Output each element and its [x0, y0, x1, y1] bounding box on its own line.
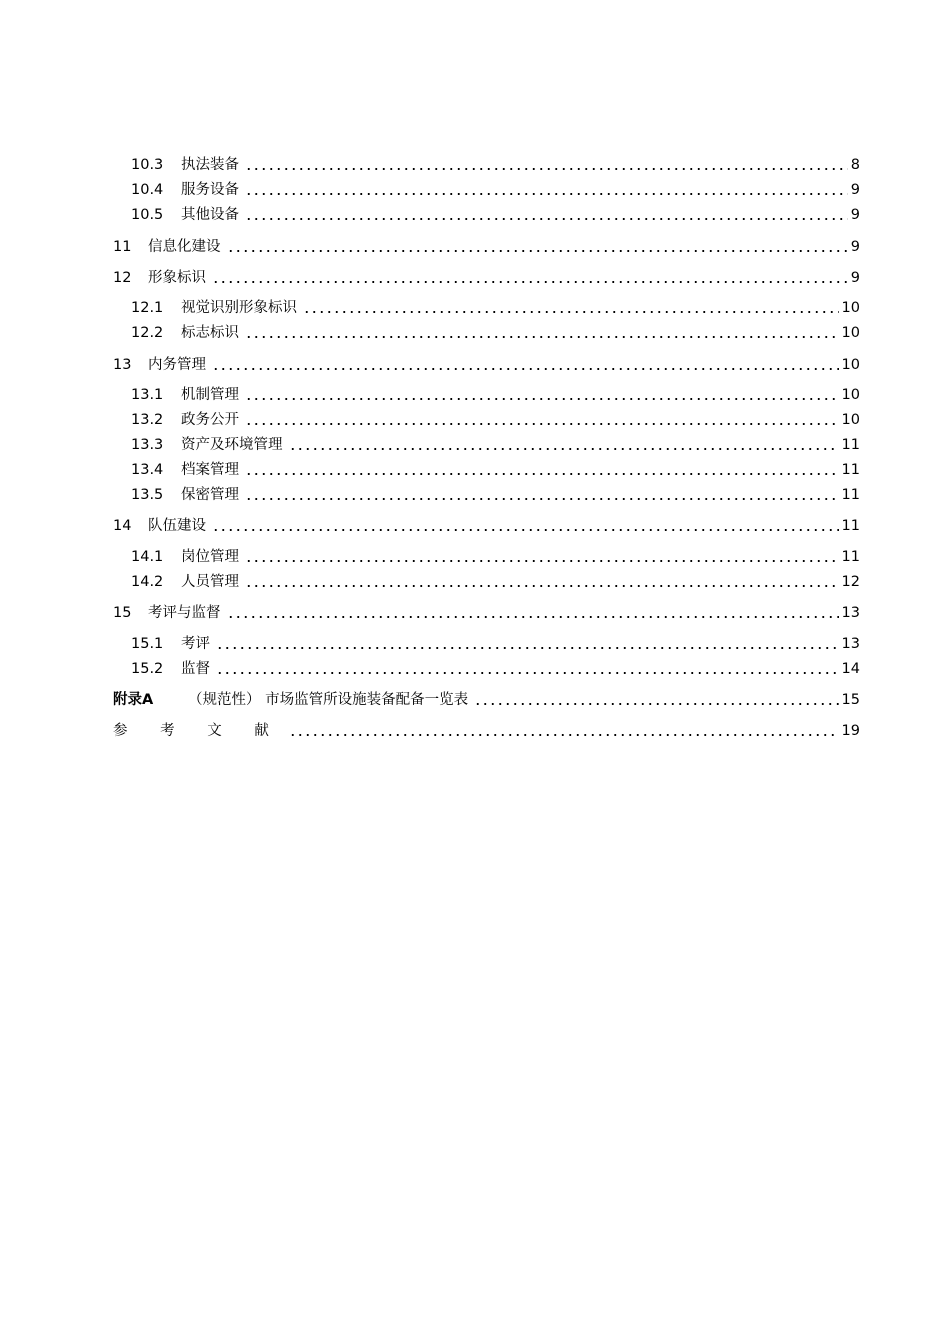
toc-entry-number: 14.1	[131, 549, 164, 565]
toc-leader-dots	[474, 690, 838, 710]
toc-leader-dots	[245, 323, 839, 343]
toc-leader-dots	[245, 460, 839, 480]
toc-entry-title: 人员管理	[181, 574, 239, 590]
toc-entry-number: 11	[113, 239, 132, 255]
toc-entry-title: 监督	[181, 661, 210, 677]
toc-entry-number: 10.5	[131, 207, 164, 223]
toc-leader-dots	[245, 180, 848, 200]
toc-entry-page-number: 15	[841, 692, 860, 708]
toc-entry[interactable]	[0, 435, 860, 455]
toc-entry-page-number: 11	[841, 487, 860, 503]
toc-entry-title: 视觉识别形象标识	[181, 300, 297, 316]
toc-entry-title: 形象标识	[148, 270, 206, 286]
toc-entry[interactable]	[0, 355, 860, 375]
toc-entry-title: 队伍建设	[148, 518, 206, 534]
toc-leader-dots	[216, 634, 839, 654]
toc-entry-number: 14	[113, 518, 132, 534]
toc-leader-dots	[227, 603, 839, 623]
toc-entry-title: 考评	[181, 636, 210, 652]
toc-entry[interactable]	[0, 634, 860, 654]
toc-leader-dots	[245, 547, 839, 567]
toc-leader-dots	[245, 205, 848, 225]
toc-entry-title: 考评与监督	[148, 605, 221, 621]
toc-entry-page-number: 9	[850, 182, 860, 198]
toc-entry[interactable]	[0, 180, 860, 200]
toc-entry-number: 13.4	[131, 462, 164, 478]
toc-leader-dots	[245, 385, 839, 405]
toc-leader-dots	[216, 659, 839, 679]
toc-entry-number: 12	[113, 270, 132, 286]
toc-entry-page-number: 10	[841, 325, 860, 341]
toc-leader-dots	[212, 268, 848, 288]
toc-entry-page-number: 14	[841, 661, 860, 677]
toc-entry-number: 15.1	[131, 636, 164, 652]
toc-entry[interactable]	[0, 572, 860, 592]
toc-leader-dots	[212, 355, 839, 375]
toc-entry-page-number: 11	[841, 518, 860, 534]
toc-entry-title: （规范性） 市场监管所设施装备配备一览表	[188, 692, 469, 708]
toc-entry[interactable]	[0, 516, 860, 536]
toc-entry-page-number: 11	[841, 549, 860, 565]
toc-entry-number: 13.2	[131, 412, 164, 428]
toc-entry-number: 14.2	[131, 574, 164, 590]
toc-entry-number: 12.1	[131, 300, 164, 316]
toc-leader-dots	[245, 572, 839, 592]
toc-entry[interactable]	[0, 298, 860, 318]
toc-entry-number: 附录A	[113, 692, 154, 708]
toc-entry-title: 机制管理	[181, 387, 239, 403]
toc-entry-title: 保密管理	[181, 487, 239, 503]
toc-entry-page-number: 9	[850, 270, 860, 286]
toc-leader-dots	[289, 721, 839, 741]
toc-entry[interactable]	[0, 547, 860, 567]
toc-entry[interactable]	[0, 155, 860, 175]
toc-entry-number: 13.5	[131, 487, 164, 503]
toc-entry-title: 服务设备	[181, 182, 239, 198]
toc-entry-page-number: 9	[850, 207, 860, 223]
toc-entry-number: 13.3	[131, 437, 164, 453]
toc-entry-page-number: 9	[850, 239, 860, 255]
toc-entry-title: 政务公开	[181, 412, 239, 428]
toc-entry[interactable]	[0, 690, 860, 710]
toc-entry[interactable]	[0, 485, 860, 505]
toc-entry-page-number: 11	[841, 437, 860, 453]
toc-entry-page-number: 13	[841, 636, 860, 652]
toc-entry[interactable]	[0, 323, 860, 343]
toc-entry-number: 15.2	[131, 661, 164, 677]
toc-entry-title: 档案管理	[181, 462, 239, 478]
toc-entry-title: 信息化建设	[148, 239, 221, 255]
toc-entry-title: 参 考 文 献	[113, 723, 283, 739]
toc-entry[interactable]	[0, 603, 860, 623]
toc-entry-page-number: 10	[841, 387, 860, 403]
toc-entry-title: 内务管理	[148, 357, 206, 373]
toc-entry-page-number: 13	[841, 605, 860, 621]
toc-entry[interactable]	[0, 205, 860, 225]
toc-leader-dots	[245, 410, 839, 430]
toc-entry-number: 10.3	[131, 157, 164, 173]
toc-entry[interactable]	[0, 659, 860, 679]
toc-entry-number: 12.2	[131, 325, 164, 341]
toc-entry-page-number: 19	[841, 723, 860, 739]
toc-entry-page-number: 10	[841, 357, 860, 373]
toc-entry-number: 13.1	[131, 387, 164, 403]
toc-entry-title: 其他设备	[181, 207, 239, 223]
toc-entry[interactable]	[0, 237, 860, 257]
toc-leader-dots	[245, 155, 848, 175]
toc-entry-page-number: 10	[841, 412, 860, 428]
toc-entry-title: 执法装备	[181, 157, 239, 173]
toc-entry-page-number: 11	[841, 462, 860, 478]
toc-entry[interactable]	[0, 410, 860, 430]
toc-entry-title: 岗位管理	[181, 549, 239, 565]
toc-leader-dots	[303, 298, 839, 318]
toc-entry-title: 标志标识	[181, 325, 239, 341]
toc-entry[interactable]	[0, 268, 860, 288]
toc-entry-page-number: 10	[841, 300, 860, 316]
toc-entry[interactable]	[0, 385, 860, 405]
toc-leader-dots	[227, 237, 848, 257]
toc-leader-dots	[289, 435, 839, 455]
toc-leader-dots	[245, 485, 839, 505]
toc-leader-dots	[212, 516, 839, 536]
toc-entry-number: 15	[113, 605, 132, 621]
toc-entry-page-number: 12	[841, 574, 860, 590]
toc-entry[interactable]	[0, 721, 860, 741]
toc-entry-page-number: 8	[850, 157, 860, 173]
toc-entry[interactable]	[0, 460, 860, 480]
toc-entry-title: 资产及环境管理	[181, 437, 283, 453]
toc-entry-number: 10.4	[131, 182, 164, 198]
toc-entry-number: 13	[113, 357, 132, 373]
